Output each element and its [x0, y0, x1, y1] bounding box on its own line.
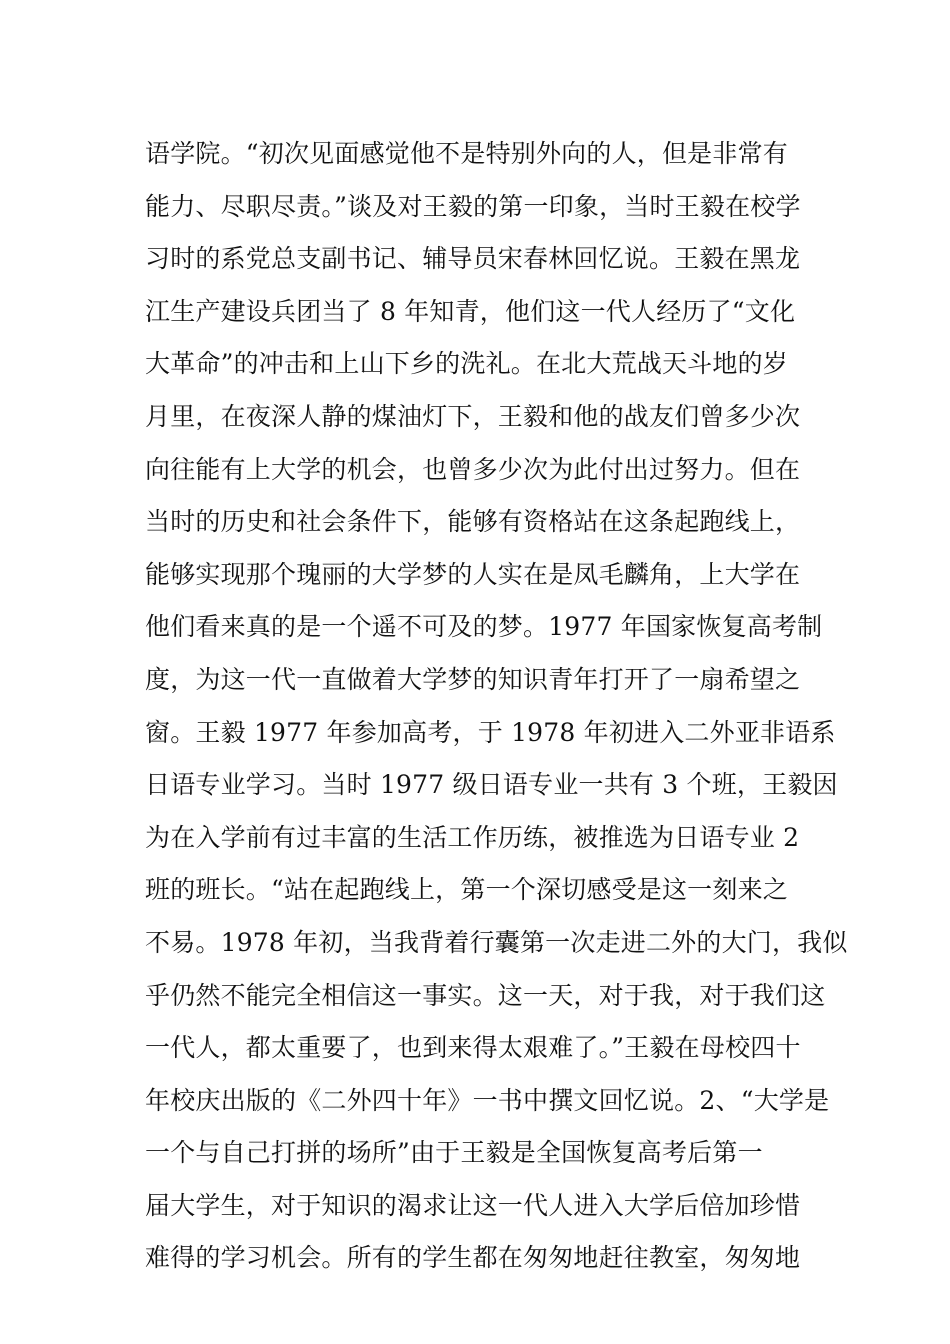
text-line: 向往能有上大学的机会，也曾多少次为此付出过努力。但在	[145, 454, 801, 484]
text-line: 能够实现那个瑰丽的大学梦的人实在是凤毛麟角，上大学在	[145, 559, 801, 589]
text-line: 当时的历史和社会条件下，能够有资格站在这条起跑线上，	[145, 507, 801, 537]
text-line: 年校庆出版的《二外四十年》一书中撰文回忆说。2、“大学是	[145, 1085, 830, 1115]
text-line: 度，为这一代一直做着大学梦的知识青年打开了一扇希望之	[145, 664, 801, 694]
text-line: 大革命”的冲击和上山下乡的洗礼。在北大荒战天斗地的岁	[145, 349, 788, 379]
text-line: 日语专业学习。当时 1977 级日语专业一共有 3 个班，王毅因	[145, 770, 838, 800]
text-line: 难得的学习机会。所有的学生都在匆匆地赶往教室，匆匆地	[145, 1243, 801, 1273]
text-line: 班的班长。“站在起跑线上，第一个深切感受是这一刻来之	[145, 875, 788, 905]
text-line: 一个与自己打拼的场所”由于王毅是全国恢复高考后第一	[145, 1138, 763, 1168]
body-text	[145, 128, 848, 1285]
text-line: 他们看来真的是一个遥不可及的梦。1977 年国家恢复高考制	[145, 612, 823, 642]
text-line: 江生产建设兵团当了 8 年知青，他们这一代人经历了“文化	[145, 296, 796, 326]
text-line: 届大学生，对于知识的渴求让这一代人进入大学后倍加珍惜	[145, 1190, 801, 1220]
text-line: 为在入学前有过丰富的生活工作历练，被推选为日语专业 2	[145, 822, 800, 852]
text-line: 一代人，都太重要了，也到来得太艰难了。”王毅在母校四十	[145, 1033, 801, 1063]
text-line: 乎仍然不能完全相信这一事实。这一天，对于我，对于我们这	[145, 980, 826, 1010]
text-line: 能力、尽职尽责。”谈及对王毅的第一印象，当时王毅在校学	[145, 191, 801, 221]
text-line: 习时的系党总支副书记、辅导员宋春林回忆说。王毅在黑龙	[145, 244, 801, 274]
text-line: 不易。1978 年初，当我背着行囊第一次走进二外的大门，我似	[145, 927, 848, 957]
text-line: 月里，在夜深人静的煤油灯下，王毅和他的战友们曾多少次	[145, 401, 801, 431]
text-line: 窗。王毅 1977 年参加高考，于 1978 年初进入二外亚非语系	[145, 717, 836, 747]
text-line: 语学院。“初次见面感觉他不是特别外向的人，但是非常有	[145, 139, 788, 168]
